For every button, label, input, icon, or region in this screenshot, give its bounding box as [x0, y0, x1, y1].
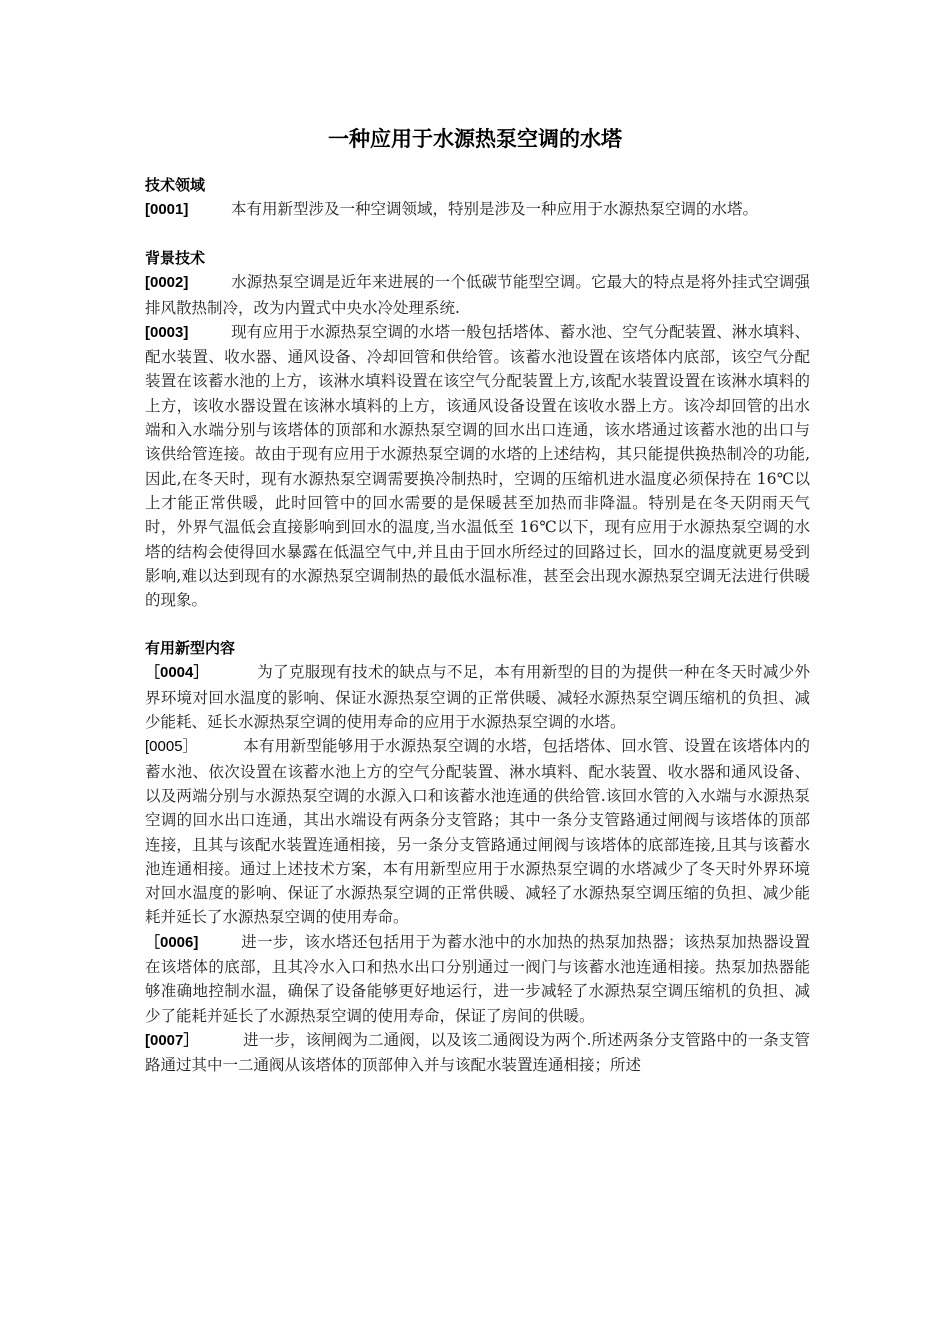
paragraph-number: [0001] — [145, 201, 189, 218]
paragraph-number: [0003] — [145, 323, 189, 341]
document-title: 一种应用于水源热泵空调的水塔 — [328, 127, 622, 151]
paragraph-text: 为了克服现有技术的缺点与不足，本有用新型的目的为提供一种在冬天时减少外界环境对回水温度的影响、保证水源热泵空调的正常供暖、减轻水源热泵空调压缩机的负担、减少能耗、延长水源热泵空调的使用寿命的应用于水源热泵空调的水塔。 — [145, 663, 810, 732]
paragraph-0004 — [145, 660, 810, 734]
spacer — [145, 222, 810, 246]
paragraph-text: 本有用新型能够用于水源热泵空调的水塔，包括塔体、回水管、设置在该塔体内的蓄水池、依次设置在该蓄水池上方的空气分配装置、淋水填料、配水装置、收水器和通风设备、以及两端分别与水源热泵空调的水源入口和该蓄水池连通的供给管.该回水管的入水端与水源热泵空调的回水出口连通，其出水端设有两条分支管路；其中一条分支管路通过闸阀与该塔体的顶部连接，且其与该配水装置连通相接，另一条分支管路通过闸阀与该塔体的底部连接,且其与该蓄水池连通相接。通过上述技术方案，本有用新型应用于水源热泵空调的水塔减少了冬天时外界环境对回水温度的影响、保证了水源热泵空调的正常供暖、减轻了水源热泵空调压缩的负担、减少能耗并延长了水源热泵空调的使用寿命。 — [145, 737, 810, 927]
paragraph-number: [0002] — [145, 274, 189, 292]
paragraph-0006 — [145, 930, 810, 1028]
section-heading-content: 有用新型内容 — [145, 639, 236, 658]
paragraph-0005 — [145, 734, 810, 929]
paragraph-number: [0007］ — [145, 1031, 199, 1049]
paragraph-text: 水源热泵空调是近年来进展的一个低碳节能型空调。它最大的特点是将外挂式空调强排风散热制冷，改为内置式中央水冷处理系统. — [145, 273, 810, 317]
spacer — [145, 612, 810, 636]
paragraph-number: ［0006] — [145, 933, 199, 951]
document-body — [145, 173, 810, 1078]
paragraph-0002 — [145, 270, 810, 320]
paragraph-0001 — [145, 197, 810, 222]
section-heading-tech-field: 技术领域 — [145, 176, 206, 194]
paragraph-text: 现有应用于水源热泵空调的水塔一般包括塔体、蓄水池、空气分配装置、淋水填料、配水装置、收水器、通风设备、冷却回管和供给管。该蓄水池设置在该塔体内底部，该空气分配装置在该蓄水池的上方，该淋水填料设置在该空气分配装置上方,该配水装置设置在该淋水填料的上方，该收水器设置在该淋水填料的上方，该通风设备设置在该收水器上方。该冷却回管的出水端和入水端分别与该塔体的顶部和水源热泵空调的回水出口连通，该水塔通过该蓄水池的出口与该供给管连接。故由于现有应用于水源热泵空调的水塔的上述结构，其只能提供换热制冷的功能,因此,在冬天时，现有水源热泵空调需要换冷制热时，空调的压缩机进水温度必须保持在 16℃以上才能正常供暖，此时回管中的回水需要的是保暖甚至加热而非降温。特别是在冬天阴雨天气时，外界气温低会直接影响到回水的温度,当水温低至 16℃以下，现有应用于水源热泵空调的水塔的结构会使得回水暴露在低温空气中,并且由于回水所经过的回路过长，回水的温度就更易受到影响,难以达到现有的水源热泵空调制热的最低水温标准，甚至会出现水源热泵空调无法进行供暖的现象。 — [145, 322, 810, 610]
paragraph-text: 进一步，该闸阀为二通阀，以及该二通阀设为两个.所述两条分支管路中的一条支管路通过其中一二通阀从该塔体的顶部伸入并与该配水装置连通相接；所述 — [145, 1030, 810, 1075]
paragraph-0003 — [145, 320, 810, 613]
paragraph-number: [0005］ — [145, 738, 198, 756]
paragraph-text: 进一步，该水塔还包括用于为蓄水池中的水加热的热泵加热器；该热泵加热器设置在该塔体的底部，且其冷水入口和热水出口分别通过一阀门与该蓄水池连通相接。热泵加热器能够准确地控制水温，确保了设备能够更好地运行，进一步减轻了水源热泵空调压缩机的负担、减少了能耗并延长了水源热泵空调的使用寿命，保证了房间的供暖。 — [145, 932, 810, 1025]
paragraph-number: ［0004］ — [145, 664, 209, 682]
paragraph-text: 本有用新型涉及一种空调领域，特别是涉及一种应用于水源热泵空调的水塔。 — [231, 200, 759, 218]
section-heading-background: 背景技术 — [145, 249, 206, 268]
paragraph-0007 — [145, 1028, 810, 1078]
